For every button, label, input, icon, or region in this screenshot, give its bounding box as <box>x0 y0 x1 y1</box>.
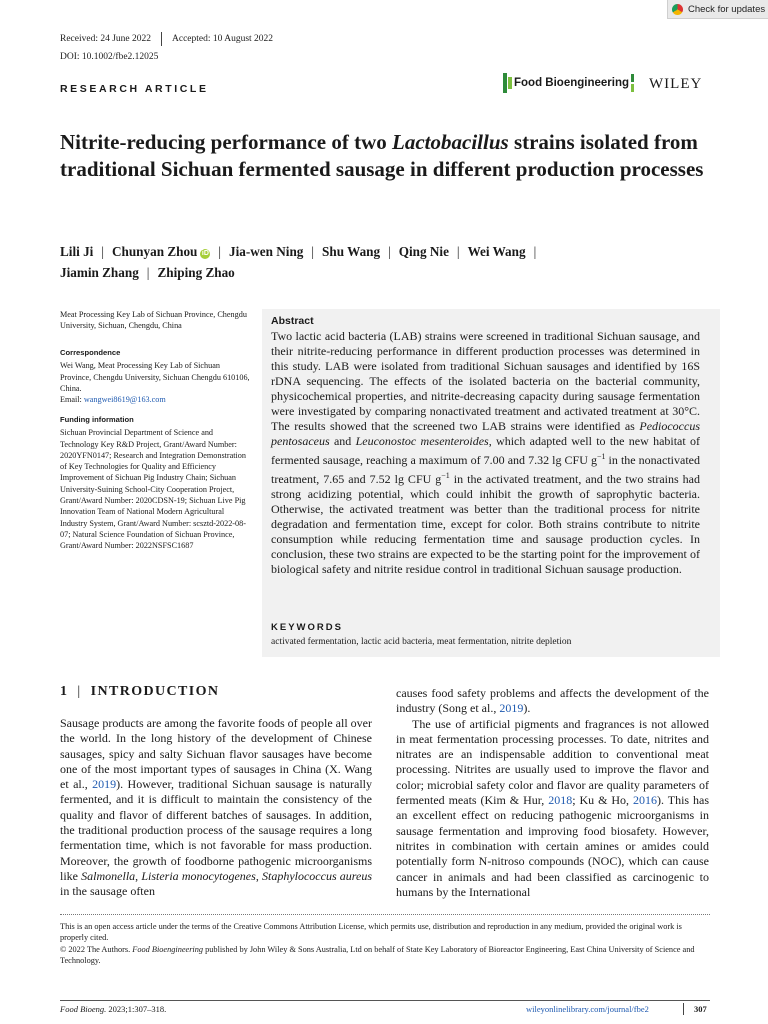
author[interactable]: Jiamin Zhang <box>60 265 139 280</box>
journal-url-link[interactable]: wileyonlinelibrary.com/journal/fbe2 <box>526 1004 649 1014</box>
correspondence-text: Wei Wang, Meat Processing Key Lab of Sichuan Province, Chengdu University, Sichuan Chengdu 610106, China. <box>60 361 250 393</box>
author[interactable]: Zhiping Zhao <box>157 265 235 280</box>
author-separator: | <box>218 244 222 259</box>
author-separator: | <box>456 244 460 259</box>
footer-divider <box>60 914 710 915</box>
author-separator: | <box>101 244 104 259</box>
abstract-segment: and <box>329 434 356 448</box>
journal-logo <box>502 72 639 94</box>
abstract-segment: in the nonactivated treatment, 7.65 and 7.52 lg CFU g <box>271 453 700 486</box>
title-italic: Lactobacillus <box>392 130 509 154</box>
correspondence-block <box>60 347 250 405</box>
author-separator: | <box>146 265 150 280</box>
doi: DOI: 10.1002/fbe2.12025 <box>60 52 159 62</box>
author-separator: | <box>311 244 315 259</box>
correspondence-email-line <box>60 394 250 405</box>
footer-notes <box>60 921 710 967</box>
author-separator: | <box>388 244 391 259</box>
abstract-segment: , which adapted well to the new habitat of fermented sausage, reaching a maximum of 7.00 and 7.32 lg CFU g <box>271 434 701 467</box>
keywords-heading: KEYWORDS <box>271 622 343 633</box>
species-name: Staphylococcus aureus <box>261 868 373 883</box>
crossmark-icon <box>672 4 683 15</box>
article-title <box>60 129 720 183</box>
author[interactable]: Lili Ji <box>60 244 94 259</box>
article-type: RESEARCH ARTICLE <box>60 83 209 95</box>
left-column <box>60 716 372 900</box>
copyright-segment: © 2022 The Authors. <box>60 944 133 954</box>
intro-paragraph <box>60 716 372 900</box>
author[interactable]: Shu Wang <box>322 244 381 259</box>
email-link[interactable]: wangwei8619@163.com <box>83 395 166 405</box>
check-for-updates-button[interactable] <box>667 0 768 19</box>
email-label: Email: <box>60 395 84 405</box>
intro-paragraph-continued <box>396 686 709 717</box>
section-heading <box>60 684 219 700</box>
affiliation: Meat Processing Key Lab of Sichuan Province, Chengdu University, Sichuan, Chengdu, China <box>60 310 247 331</box>
bottom-rule <box>60 1000 710 1001</box>
received-date: Received: 24 June 2022 <box>60 34 152 44</box>
title-part-1: Nitrite-reducing performance of two <box>60 130 393 154</box>
text-segment: Sausage products are among the favorite foods of people all over the world. In the long history of the development of Chinese sausages, spicy and salty Sichuan flavor sausages have become one of the most important types of sausages in China (X. Wang et al., <box>60 716 372 792</box>
text-segment: ). <box>523 701 531 716</box>
text-segment: ; Ku & Ho, <box>572 793 634 808</box>
publisher-logo: WILEY <box>649 76 703 92</box>
check-for-updates-label: Check for updates <box>688 3 766 15</box>
right-column <box>396 686 709 900</box>
abstract-segment: in the activated treatment, and the two strains had strong acidizing potential, which could inhibit the growth of saprophytic bacteria. Otherwise, the activated treatment was better than the traditional process for nitrite degradation and fermentation time, except for color. Both strains contribute to nitrite consumption while reducing fermentation time and sausage production cycles. In conclusion, these two strains are expected to be the starting point for the improvement of biological safety and nitrite residue control in traditional Sichuan sausage production. <box>271 472 700 576</box>
citation-link[interactable]: 2016 <box>633 793 658 808</box>
author-list <box>60 241 720 283</box>
citation-link[interactable]: 2019 <box>499 701 524 716</box>
text-segment: ). However, traditional Sichuan sausage is naturally fermented, and it is difficult to maintain the consistency of the quality and flavor of different batches of sausages. In addition, the traditional production process of the sausage requires a long fermentation time, which is not favorable for mass production. Moreover, the growth of foodborne pathogenic microorganisms like <box>60 777 372 883</box>
citation-link[interactable]: 2019 <box>92 777 117 792</box>
author[interactable]: Jia-wen Ning <box>229 244 304 259</box>
funding-text: Sichuan Provincial Department of Science and Technology Key R&D Project, Grant/Award Number: 2020YFN0147; Research and Integration Demonstration of Key Technologies for Quality and Efficiency Improvement of Sichuan Pig Industry Chain; Sichuan University-Suining School-City Cooperation Project, Grant/Award Number: 2020CDSN-19; Sichuan Live Pig Innovation Team of National Modern Agricultural Industry System, Grant/Award Number: scsztd-2022-08-07; Natural Science Foundation of Sichuan Province, Grant/Award Number: 2022NSFSC1687 <box>60 428 246 551</box>
text-segment: causes food safety problems and affects the development of the industry (Song et al., <box>396 686 709 716</box>
intro-paragraph <box>396 717 709 901</box>
license-note: This is an open access article under the terms of the Creative Commons Attribution License, which permits use, distribution and reproduction in any medium, provided the original work is properly cited. <box>60 922 682 943</box>
species-name: Salmonella <box>81 868 136 883</box>
author[interactable]: Wei Wang <box>467 244 526 259</box>
accepted-date: Accepted: 10 August 2022 <box>172 34 274 44</box>
copyright-journal: Food Bioengineering <box>132 944 204 954</box>
text-segment: , <box>135 868 142 883</box>
text-segment: ). This has an excellent effect on reducing pathogenic microorganisms in sausage fermentation and improving food biosafety. However, nitrites in combination with certain amines or amides could potentially form N-nitroso compounds (NOC), which can cause cancer in animals and had been classified as carcinogenic to humans by the International <box>396 793 710 899</box>
author-separator: | <box>533 244 537 259</box>
abstract-heading: Abstract <box>271 315 314 327</box>
superscript: −1 <box>596 452 606 461</box>
text-segment: The use of artificial pigments and fragrances is not allowed in meat fermentation processing processes. To date, nitrites and nitrates are an indispensable addition to conventional meat processing. Nitrites are usually used to improve the flavor and color; microbial safety color and flavor are quality parameters of fermented meats (Kim & Hur, <box>396 716 709 808</box>
orcid-icon[interactable]: iD <box>201 250 209 257</box>
text-segment: in the sausage often <box>60 884 155 899</box>
page-number: 307 <box>694 1004 707 1014</box>
title-part-2: strains isolated from traditional Sichuan fermented sausage in different production processes <box>60 130 704 181</box>
journal-logo-text: Food Bioengineering <box>514 77 629 89</box>
journal-logo-mark-icon <box>629 72 639 94</box>
food-bioengineering-logo-icon <box>502 72 514 94</box>
species-name: Pediococcus pentosaceus <box>271 419 700 448</box>
text-segment: , <box>255 868 262 883</box>
author[interactable]: Qing Nie <box>398 244 449 259</box>
copyright-segment: published by John Wiley & Sons Australia, Ltd on behalf of State Key Laboratory of Bioreactor Engineering, East China University of Science and Technology. <box>60 944 695 966</box>
species-name: Leuconostoc mesenteroides <box>355 434 489 448</box>
superscript: −1 <box>441 471 450 480</box>
section-separator: | <box>77 684 82 699</box>
page-number-separator <box>683 1003 684 1015</box>
header-separator <box>161 32 162 46</box>
abstract-segment: Two lactic acid bacteria (LAB) strains were screened in traditional Sichuan sausage, and their nitrite-reducing performance in different production processes was determined in this study. LAB were isolated from traditional Sichuan sausages and identified by 16S rDNA sequencing. The effects of the isolated bacteria on the bacterial community, physicochemical properties, and nitrite-decreasing capacity during sausage fermentation were investigated by comparing nonactivated treatment and activated treatment at 30°C. The results showed that the screened two LAB strains were identified as <box>271 329 700 433</box>
citation <box>60 1004 166 1014</box>
section-number: 1 <box>60 684 69 699</box>
citation-journal: Food Bioeng. <box>60 1004 107 1014</box>
copyright-note <box>60 944 710 967</box>
species-name: Listeria monocytogenes <box>141 868 256 883</box>
funding-block <box>60 414 250 552</box>
funding-heading: Funding information <box>60 415 134 424</box>
citation-link[interactable]: 2018 <box>548 793 573 808</box>
correspondence-heading: Correspondence <box>60 348 121 357</box>
section-title: INTRODUCTION <box>90 684 220 699</box>
keywords-text: activated fermentation, lactic acid bacteria, meat fermentation, nitrite depletion <box>271 637 572 647</box>
citation-rest: 2023;1:307–318. <box>106 1004 167 1014</box>
abstract-text <box>271 329 700 577</box>
author[interactable]: Chunyan Zhou <box>111 244 198 259</box>
